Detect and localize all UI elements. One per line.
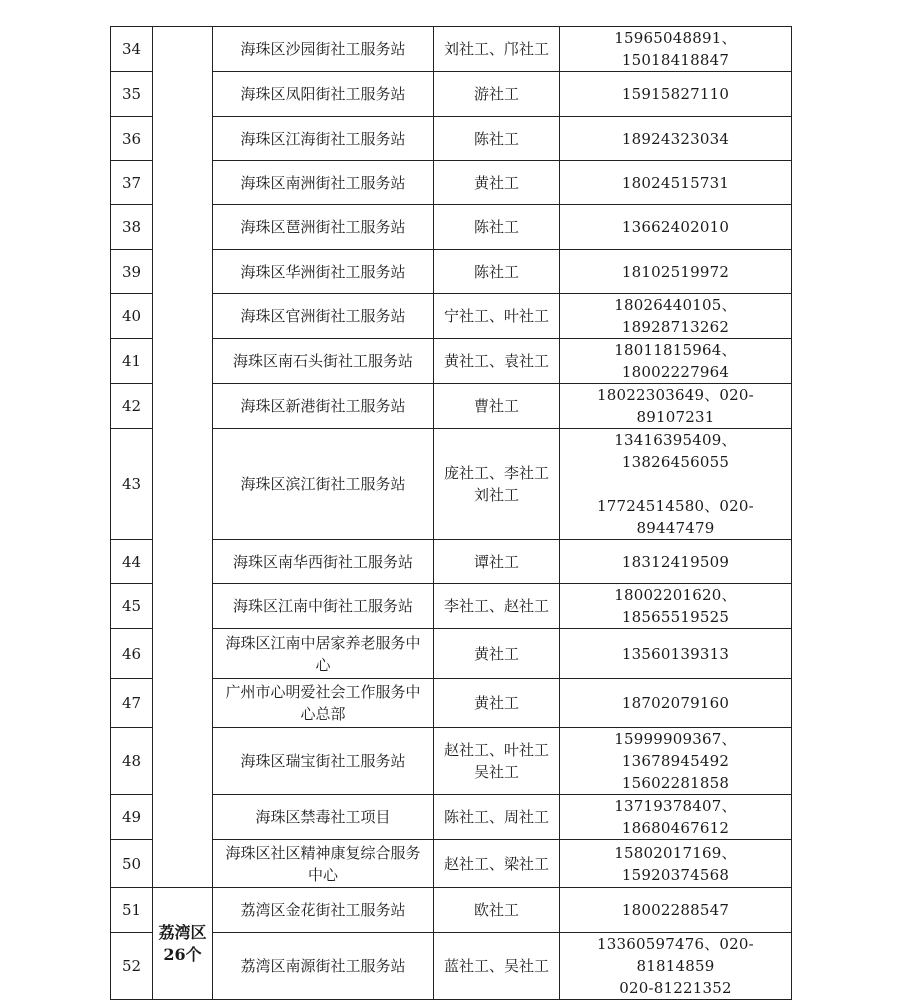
row-number: 43 xyxy=(111,429,153,540)
row-number: 51 xyxy=(111,888,153,933)
organization-cell: 海珠区南洲街社工服务站 xyxy=(213,161,434,205)
phone-cell: 13662402010 xyxy=(560,205,792,250)
organization-cell: 海珠区华洲街社工服务站 xyxy=(213,250,434,294)
phone-cell: 18702079160 xyxy=(560,679,792,728)
phone-cell: 18312419509 xyxy=(560,540,792,584)
district-cell-liwan: 荔湾区 26个 xyxy=(153,888,213,1000)
table-row xyxy=(111,584,792,629)
phone-cell: 18924323034 xyxy=(560,117,792,161)
table-row xyxy=(111,429,792,540)
worker-cell: 陈社工、周社工 xyxy=(434,795,560,840)
organization-cell: 海珠区禁毒社工项目 xyxy=(213,795,434,840)
table-row xyxy=(111,840,792,888)
phone-cell: 18011815964、18002227964 xyxy=(560,339,792,384)
organization-cell: 海珠区沙园街社工服务站 xyxy=(213,27,434,72)
worker-cell: 游社工 xyxy=(434,72,560,117)
organization-cell: 海珠区江南中街社工服务站 xyxy=(213,584,434,629)
row-number: 35 xyxy=(111,72,153,117)
table-row xyxy=(111,27,792,72)
worker-cell: 陈社工 xyxy=(434,250,560,294)
row-number: 49 xyxy=(111,795,153,840)
row-number: 50 xyxy=(111,840,153,888)
worker-cell: 刘社工、邝社工 xyxy=(434,27,560,72)
phone-cell: 15802017169、15920374568 xyxy=(560,840,792,888)
worker-cell: 赵社工、梁社工 xyxy=(434,840,560,888)
row-number: 48 xyxy=(111,728,153,795)
worker-cell: 黄社工 xyxy=(434,679,560,728)
table-row xyxy=(111,384,792,429)
row-number: 41 xyxy=(111,339,153,384)
worker-cell: 陈社工 xyxy=(434,205,560,250)
organization-cell: 海珠区江海街社工服务站 xyxy=(213,117,434,161)
organization-cell: 海珠区琶洲街社工服务站 xyxy=(213,205,434,250)
row-number: 52 xyxy=(111,933,153,1000)
phone-cell: 13360597476、020-81814859 020-81221352 xyxy=(560,933,792,1000)
organization-cell: 海珠区新港街社工服务站 xyxy=(213,384,434,429)
table-row xyxy=(111,117,792,161)
row-number: 46 xyxy=(111,629,153,679)
worker-cell: 李社工、赵社工 xyxy=(434,584,560,629)
table-row xyxy=(111,795,792,840)
worker-cell: 黄社工、袁社工 xyxy=(434,339,560,384)
worker-cell: 欧社工 xyxy=(434,888,560,933)
organization-cell: 海珠区南石头街社工服务站 xyxy=(213,339,434,384)
table-row xyxy=(111,728,792,795)
table-row xyxy=(111,205,792,250)
phone-cell: 13560139313 xyxy=(560,629,792,679)
row-number: 38 xyxy=(111,205,153,250)
row-number: 44 xyxy=(111,540,153,584)
table-row xyxy=(111,161,792,205)
table-row xyxy=(111,250,792,294)
phone-cell: 15915827110 xyxy=(560,72,792,117)
worker-cell: 宁社工、叶社工 xyxy=(434,294,560,339)
worker-cell: 黄社工 xyxy=(434,161,560,205)
phone-cell: 18002201620、18565519525 xyxy=(560,584,792,629)
phone-cell: 15965048891、15018418847 xyxy=(560,27,792,72)
worker-cell: 黄社工 xyxy=(434,629,560,679)
worker-cell: 谭社工 xyxy=(434,540,560,584)
row-number: 45 xyxy=(111,584,153,629)
table-row xyxy=(111,339,792,384)
worker-cell: 曹社工 xyxy=(434,384,560,429)
row-number: 39 xyxy=(111,250,153,294)
row-number: 47 xyxy=(111,679,153,728)
row-number: 34 xyxy=(111,27,153,72)
worker-cell: 赵社工、叶社工 吴社工 xyxy=(434,728,560,795)
table-row xyxy=(111,933,792,1000)
organization-cell: 荔湾区金花街社工服务站 xyxy=(213,888,434,933)
contact-table-body xyxy=(111,27,792,1000)
phone-cell: 18024515731 xyxy=(560,161,792,205)
worker-cell: 庞社工、李社工 刘社工 xyxy=(434,429,560,540)
row-number: 42 xyxy=(111,384,153,429)
organization-cell: 广州市心明爱社会工作服务中 心总部 xyxy=(213,679,434,728)
worker-cell: 陈社工 xyxy=(434,117,560,161)
organization-cell: 海珠区南华西街社工服务站 xyxy=(213,540,434,584)
phone-cell: 15999909367、13678945492 15602281858 xyxy=(560,728,792,795)
row-number: 37 xyxy=(111,161,153,205)
row-number: 36 xyxy=(111,117,153,161)
table-row xyxy=(111,294,792,339)
phone-cell: 18022303649、020-89107231 xyxy=(560,384,792,429)
organization-cell: 海珠区滨江街社工服务站 xyxy=(213,429,434,540)
row-number: 40 xyxy=(111,294,153,339)
table-row xyxy=(111,629,792,679)
phone-cell: 18002288547 xyxy=(560,888,792,933)
district-cell-haizhu xyxy=(153,27,213,888)
organization-cell: 海珠区官洲街社工服务站 xyxy=(213,294,434,339)
table-row xyxy=(111,888,792,933)
worker-cell: 蓝社工、吴社工 xyxy=(434,933,560,1000)
organization-cell: 海珠区瑞宝街社工服务站 xyxy=(213,728,434,795)
phone-cell: 18102519972 xyxy=(560,250,792,294)
organization-cell: 海珠区凤阳街社工服务站 xyxy=(213,72,434,117)
table-row xyxy=(111,679,792,728)
table-row xyxy=(111,540,792,584)
organization-cell: 荔湾区南源街社工服务站 xyxy=(213,933,434,1000)
organization-cell: 海珠区江南中居家养老服务中 心 xyxy=(213,629,434,679)
organization-cell: 海珠区社区精神康复综合服务 中心 xyxy=(213,840,434,888)
table-row xyxy=(111,72,792,117)
phone-cell: 13416395409、13826456055 17724514580、020-89447479 xyxy=(560,429,792,540)
phone-cell: 13719378407、18680467612 xyxy=(560,795,792,840)
phone-cell: 18026440105、18928713262 xyxy=(560,294,792,339)
contact-table xyxy=(110,26,792,1000)
